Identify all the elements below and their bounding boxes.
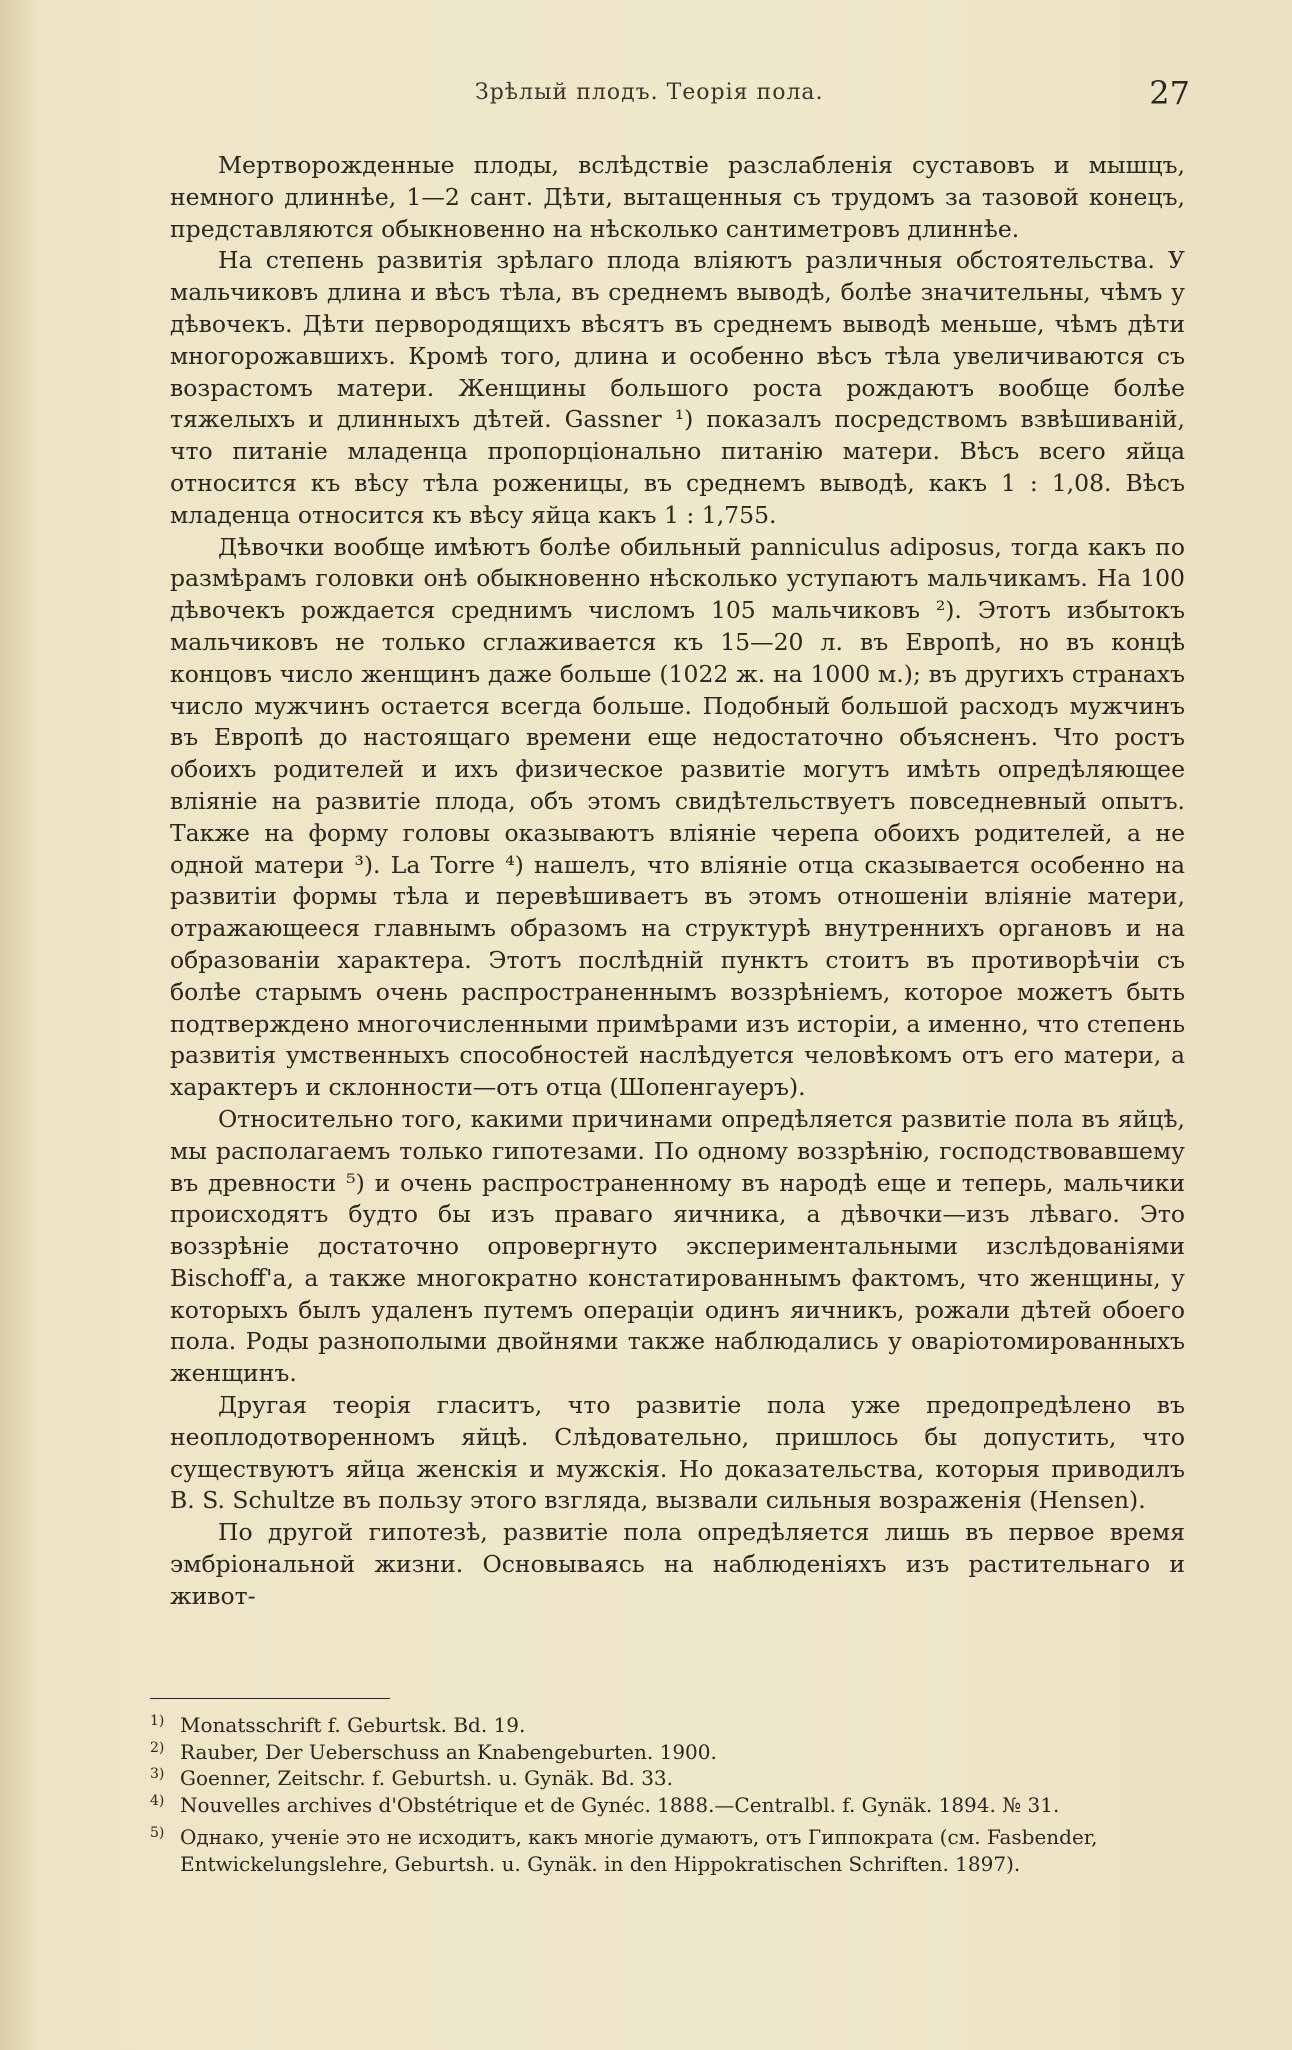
paragraph: Другая теорія гласитъ, что развитіе пола уже предопредѣлено въ неоплодотворенномъ яйцѣ. Слѣдовательно, пришлось бы допустить, что существуютъ яйца женскія и мужскія. Но доказательства, которыя приводилъ B. S. Schultze въ пользу этого взгляда, вызвали сильныя возраженія (Hensen).	[170, 1391, 1185, 1515]
paragraph: Дѣвочки вообще имѣютъ болѣе обильный panniculus adiposus, тогда какъ по размѣрамъ головки онѣ обыкновенно нѣсколько уступаютъ мальчикамъ. На 100 дѣвочекъ рождается среднимъ числомъ 105 мальчиковъ ²). Этотъ избытокъ мальчиковъ не только сглаживается къ 15—20 л. въ Европѣ, но въ концѣ концовъ число женщинъ даже больше (1022 ж. на 1000 м.); въ другихъ странахъ число мужчинъ остается всегда больше. Подобный большой расходъ мужчинъ въ Европѣ до настоящаго времени еще недостаточно объясненъ. Что ростъ обоихъ родителей и ихъ физическое развитіе могутъ имѣть опредѣляющее вліяніе на развитіе плода, объ этомъ свидѣтельствуетъ повседневный опытъ. Также на форму головы оказываютъ вліяніе черепа обоихъ родителей, а не одной матери ³). La Torre ⁴) нашелъ, что вліяніе отца сказывается особенно на развитіи формы тѣла и перевѣшиваетъ въ этомъ отношеніи вліяніе матери, отражающееся главнымъ образомъ на структурѣ внутреннихъ органовъ и на образованіи характера. Этотъ послѣдній пунктъ стоитъ въ противорѣчіи съ болѣе старымъ очень распространеннымъ воззрѣніемъ, которое можетъ быть подтверждено многочисленными примѣрами изъ исторіи, а именно, что степень развитія умственныхъ способностей наслѣдуется человѣкомъ отъ его матери, а характеръ и склонности—отъ отца (Шопенгауеръ).	[170, 532, 1185, 1102]
footnote-text: Rauber, Der Ueberschuss an Knabengeburten. 1900.	[180, 1739, 717, 1764]
footnote	[150, 1739, 1190, 1766]
footnote-text: Monatsschrift f. Geburtsk. Bd. 19.	[180, 1713, 526, 1737]
paragraph: По другой гипотезѣ, развитіе пола опредѣляется лишь въ первое время эмбріональной жизни. Основываясь на наблюденіяхъ изъ растительнаго и живот-	[170, 1518, 1185, 1610]
footnote-number: 1)	[150, 1713, 165, 1729]
footnote-number: 4)	[150, 1792, 165, 1809]
footnote	[150, 1792, 1190, 1819]
footnote-text: Goenner, Zeitschr. f. Geburtsh. u. Gynäk. Bd. 33.	[180, 1766, 674, 1790]
footnote	[150, 1824, 1190, 1877]
footnote-number: 5)	[150, 1825, 165, 1841]
footnote-text: Nouvelles archives d'Obstétrique et de Gynéc. 1888.—Centralbl. f. Gynäk. 1894. № 31.	[180, 1792, 1060, 1817]
footnote-number: 2)	[150, 1739, 165, 1756]
footnote-text: Однако, ученіе это не исходитъ, какъ многіе думаютъ, отъ Гиппократа (см. Fasbender, Entwickelungslehre, Geburtsh. u. Gynäk. in den Hippokratischen Schriften. 1897).	[180, 1825, 1098, 1876]
footnote	[150, 1765, 1190, 1792]
footnotes	[150, 1712, 1190, 1877]
running-title: Зрѣлый плодъ. Теорія пола.	[475, 80, 824, 105]
body-text	[170, 150, 1185, 1613]
page-header	[170, 74, 1190, 120]
footnote-rule	[150, 1698, 390, 1699]
paragraph: На степень развитія зрѣлаго плода вліяютъ различныя обстоятельства. У мальчиковъ длина и вѣсъ тѣла, въ среднемъ выводѣ, болѣе значительны, чѣмъ у дѣвочекъ. Дѣти первородящихъ вѣсятъ въ среднемъ выводѣ меньше, чѣмъ дѣти многорожавшихъ. Кромѣ того, длина и особенно вѣсъ тѣла увеличиваются съ возрастомъ матери. Женщины большого роста рождаютъ вообще болѣе тяжелыхъ и длинныхъ дѣтей. Gassner ¹) показалъ посредствомъ взвѣшиваній, что питаніе младенца пропорціонально питанію матери. Вѣсъ всего яйца относится къ вѣсу тѣла роженицы, въ среднемъ выводѣ, какъ 1 : 1,08. Вѣсъ младенца относится къ вѣсу яйца какъ 1 : 1,755.	[170, 246, 1185, 529]
footnote-number: 3)	[150, 1766, 165, 1782]
paragraph: Относительно того, какими причинами опредѣляется развитіе пола въ яйцѣ, мы располагаемъ только гипотезами. По одному воззрѣнію, господствовавшему въ древности ⁵) и очень распространенному въ народѣ еще и теперь, мальчики происходятъ будто бы изъ праваго яичника, а дѣвочки—изъ лѣваго. Это воззрѣніе достаточно опровергнуто экспериментальными изслѣдованіями Bischoff'a, а также многократно констатированнымъ фактомъ, что женщины, у которыхъ былъ удаленъ путемъ операціи одинъ яичникъ, рожали дѣтей обоего пола. Роды разнополыми двойнями также наблюдались у оваріотомированныхъ женщинъ.	[170, 1104, 1185, 1388]
paragraph: Мертворожденные плоды, вслѣдствіе разслабленія суставовъ и мышцъ, немного длиннѣе, 1—2 сант. Дѣти, вытащенныя съ трудомъ за тазовой конецъ, представляются обыкновенно на нѣсколько сантиметровъ длиннѣе.	[170, 151, 1185, 243]
footnote	[150, 1712, 1190, 1739]
page-number: 27	[1149, 74, 1190, 112]
